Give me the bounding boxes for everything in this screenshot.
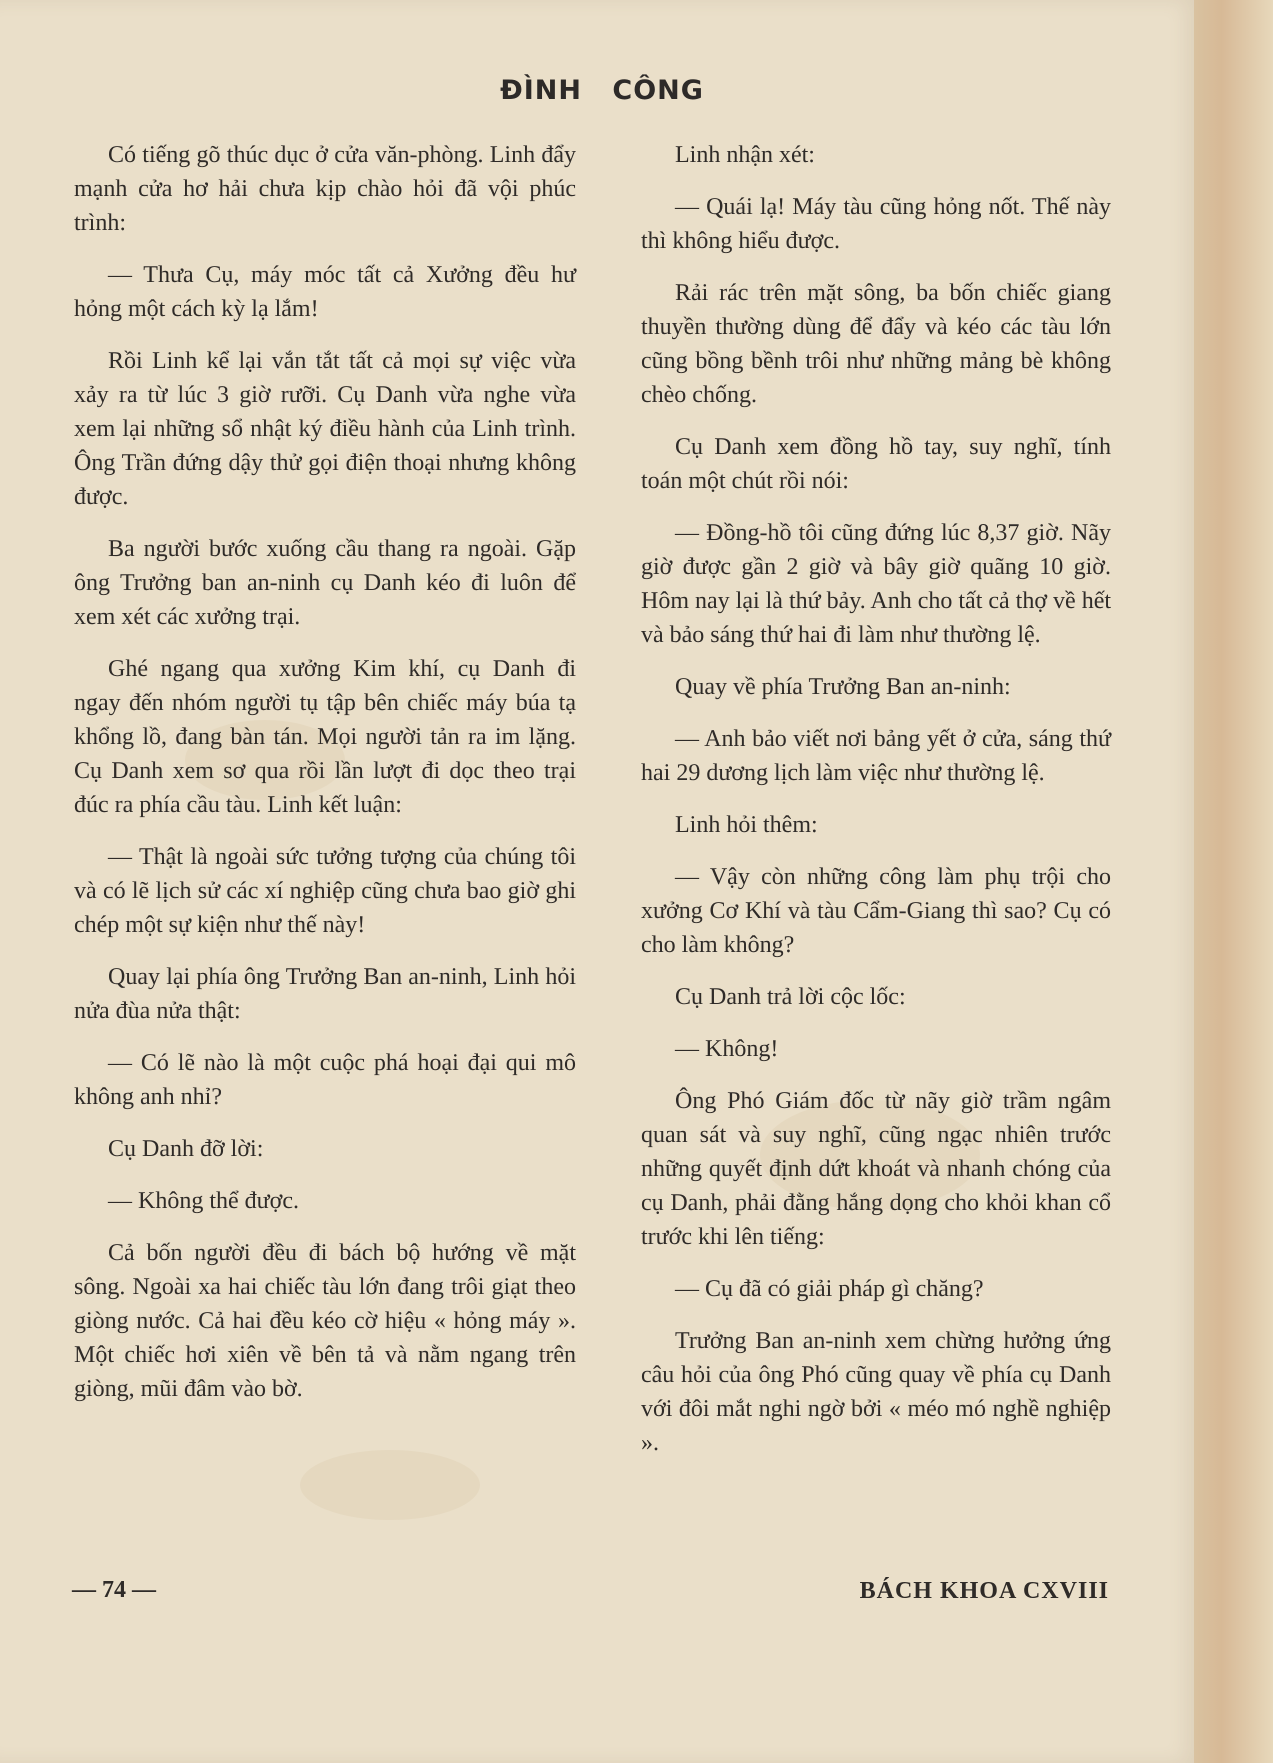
paper-stain (300, 1450, 480, 1520)
paragraph: — Anh bảo viết nơi bảng yết ở cửa, sáng thứ hai 29 dương lịch làm việc như thường lệ. (641, 726, 1111, 786)
paragraph: — Không! (675, 1036, 779, 1062)
page-number: — 74 — (72, 1577, 156, 1603)
paragraph: Quay về phía Trưởng Ban an-ninh: (675, 674, 1011, 700)
paragraph: — Có lẽ nào là một cuộc phá hoại đại qui mô không anh nhỉ? (74, 1050, 576, 1110)
paragraph: Có tiếng gõ thúc dục ở cửa văn-phòng. Linh đẩy mạnh cửa hơ hải chưa kịp chào hỏi đã vội phúc trình: (74, 142, 576, 236)
paragraph: Rồi Linh kể lại vắn tắt tất cả mọi sự việc vừa xảy ra từ lúc 3 giờ rưỡi. Cụ Danh vừa nghe vừa xem lại những sổ nhật ký điều hành của Linh trình. Ông Trần đứng dậy thử gọi điện thoại nhưng không được. (74, 348, 576, 510)
header-title-right: CÔNG (612, 75, 704, 106)
paragraph: — Thật là ngoài sức tưởng tượng của chúng tôi và có lẽ lịch sử các xí nghiệp cũng chưa bao giờ ghi chép một sự kiện như thế này! (74, 844, 576, 938)
left-text-column (74, 138, 576, 1424)
paragraph: Rải rác trên mặt sông, ba bốn chiếc giang thuyền thường dùng để đẩy và kéo các tàu lớn cũng bồng bềnh trôi như những mảng bè không chèo chống. (641, 280, 1111, 408)
paragraph: Trưởng Ban an-ninh xem chừng hưởng ứng câu hỏi của ông Phó cũng quay về phía cụ Danh với đôi mắt nghi ngờ bởi « méo mó nghề nghiệp ». (641, 1328, 1111, 1456)
paragraph: — Không thể được. (108, 1188, 300, 1214)
header-title-left: ĐÌNH (500, 75, 582, 106)
paragraph: Cụ Danh đỡ lời: (108, 1136, 264, 1162)
paragraph: Cụ Danh trả lời cộc lốc: (675, 984, 906, 1010)
paragraph: Cả bốn người đều đi bách bộ hướng về mặt sông. Ngoài xa hai chiếc tàu lớn đang trôi giạt theo giòng nước. Cả hai đều kéo cờ hiệu « hỏng máy ». Một chiếc hơi xiên về bên tả và nằm ngang trên giòng, mũi đâm vào bờ. (74, 1240, 576, 1402)
paragraph: Cụ Danh xem đồng hồ tay, suy nghĩ, tính toán một chút rồi nói: (641, 434, 1111, 494)
paragraph: — Vậy còn những công làm phụ trội cho xưởng Cơ Khí và tàu Cẩm-Giang thì sao? Cụ có cho làm không? (641, 864, 1111, 958)
publication-name: BÁCH KHOA CXVIII (859, 1578, 1109, 1604)
paragraph: Linh nhận xét: (675, 142, 815, 168)
right-text-column (641, 138, 1111, 1478)
paragraph: — Đồng-hồ tôi cũng đứng lúc 8,37 giờ. Nãy giờ được gần 2 giờ và bây giờ quãng 10 giờ. Hôm nay lại là thứ bảy. Anh cho tất cả thợ về hết và bảo sáng thứ hai đi làm như thường lệ. (641, 520, 1112, 648)
page-header (0, 75, 1204, 115)
paragraph: Ông Phó Giám đốc từ nãy giờ trầm ngâm quan sát và suy nghĩ, cũng ngạc nhiên trước những quyết định dứt khoát và nhanh chóng của cụ Danh, phải đằng hắng dọng cho khỏi khan cổ trước khi lên tiếng: (641, 1088, 1111, 1250)
paragraph: Quay lại phía ông Trưởng Ban an-ninh, Linh hỏi nửa đùa nửa thật: (74, 964, 576, 1024)
paragraph: Ba người bước xuống cầu thang ra ngoài. Gặp ông Trưởng ban an-ninh cụ Danh kéo đi luôn để xem xét các xưởng trại. (74, 536, 576, 630)
paper-edge (1194, 0, 1273, 1763)
paragraph: — Thưa Cụ, máy móc tất cả Xưởng đều hư hỏng một cách kỳ lạ lắm! (74, 262, 576, 322)
paragraph: Ghé ngang qua xưởng Kim khí, cụ Danh đi ngay đến nhóm người tụ tập bên chiếc máy búa tạ khổng lồ, đang bàn tán. Mọi người tản ra im lặng. Cụ Danh xem sơ qua rồi lần lượt đi dọc theo trại đúc ra phía cầu tàu. Linh kết luận: (74, 656, 576, 818)
paragraph: Linh hỏi thêm: (675, 812, 818, 838)
paragraph: — Cụ đã có giải pháp gì chăng? (675, 1276, 984, 1302)
paragraph: — Quái lạ! Máy tàu cũng hỏng nốt. Thế này thì không hiểu được. (641, 194, 1111, 254)
